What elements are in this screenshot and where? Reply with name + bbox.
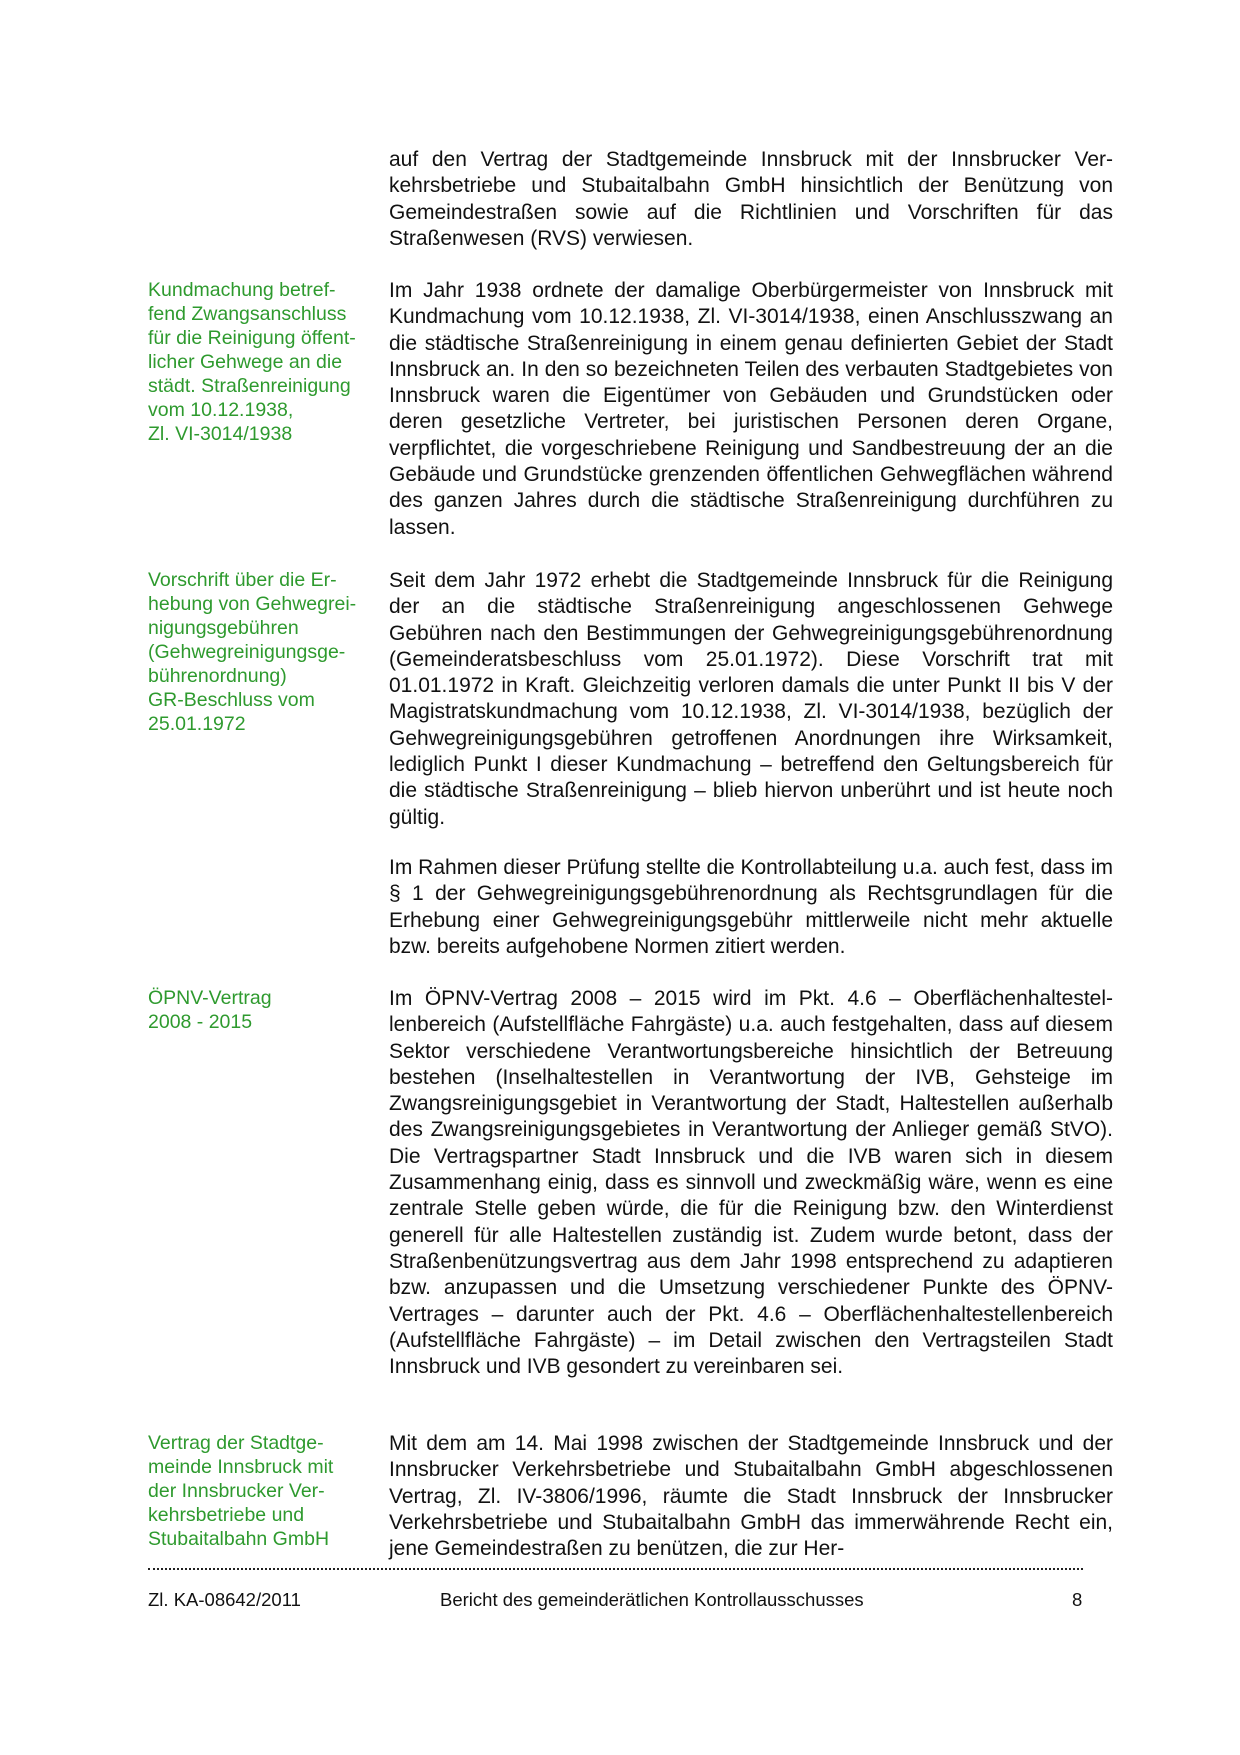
margin-note-oepnv-vertrag: ÖPNV-Vertrag 2008 - 2015 — [148, 987, 272, 1033]
paragraph-oepnv-vertrag: Im ÖPNV-Vertrag 2008 – 2015 wird im Pkt. 4.6 – Oberflächenhaltestellenbereich (Aufstellfläche Fahrgäste) u.a. auch festgehalten, dass auf diesem Sektor verschiedene Verantwortungsbereiche hinsichtlich der Betreuung bestehen (Inselhaltestellen in Verantwortung der IVB, Gehsteige im Zwangsreinigungsgebiet in Verantwortung der Stadt, Haltestellen außerhalb des Zwangsreinigungsgebietes in Verantwortung der Anlieger gemäß StVO). Die Vertragspartner Stadt Innsbruck und die IVB waren sich in diesem Zusammenhang einig, dass es sinnvoll und zweckmäßig wäre, wenn es eine zentrale Stelle geben würde, die für die Reinigung bzw. den Winterdienst generell für alle Haltestellen zuständig ist. Zudem wurde betont, dass der Straßenbenützungsvertrag aus dem Jahr 1998 entsprechend zu adaptieren bzw. anzupassen und die Umsetzung verschiedener Punkte des ÖPNV-Vertrages – darunter auch der Pkt. 4.6 – Oberflächenhaltestellenbereich (Aufstellfläche Fahrgäste) – im Detail zwischen den Vertragsteilen Stadt Innsbruck und IVB gesondert zu vereinbaren sei. — [389, 987, 1113, 1379]
page-number: 8 — [1072, 1589, 1083, 1610]
footer-title: Bericht des gemeinderätlichen Kontrollausschusses — [440, 1589, 864, 1610]
margin-note-strassenbenuetzungsvertrag: Vertrag der Stadtge- meinde Innsbruck mit der Innsbrucker Ver- kehrsbetriebe und Stubaitalbahn GmbH — [148, 1432, 334, 1550]
footer-reference: Zl. KA-08642/2011 — [148, 1589, 301, 1610]
paragraph-vertrag-1998: Mit dem am 14. Mai 1998 zwischen der Stadtgemeinde Innsbruck und der Innsbrucker Verkehrsbetriebe und Stubaitalbahn GmbH abgeschlossenen Vertrag, Zl. IV-3806/1996, räumte die Stadt Innsbruck der Innsbrucker Verkehrsbetriebe und Stubaitalbahn GmbH das immerwährende Recht ein, jene Gemeindestraßen zu benützen, die zur Her- — [389, 1432, 1113, 1561]
margin-note-kundmachung-1938: Kundmachung betref- fend Zwangsanschluss für die Reinigung öffent- licher Gehwege an die städt. Straßenreinigung vom 10.12.1938, Zl. VI-3014/1938 — [148, 279, 356, 445]
paragraph-kundmachung-1938: Im Jahr 1938 ordnete der damalige Oberbürgermeister von Innsbruck mit Kundmachung vom 10.12.1938, Zl. VI-3014/1938, einen Anschlusszwang an die städtische Straßenreinigung in einem genau definierten Gebiet der Stadt Innsbruck an. In den so bezeichneten Teilen des verbauten Stadtgebietes von Innsbruck waren die Eigentümer von Gebäuden und Grundstücken oder deren gesetzliche Vertreter, bei juristischen Personen deren Organe, verpflichtet, die vorgeschriebene Reinigung und Sandbestreuung der an die Gebäude und Grundstücke grenzenden öffentlichen Gehwegflächen während des ganzen Jahres durch die städtische Straßenreinigung durchführen zu lassen. — [389, 279, 1113, 539]
paragraph-pruefung-feststellung: Im Rahmen dieser Prüfung stellte die Kontrollabteilung u.a. auch fest, dass im § 1 der Gehwegreinigungsgebührenordnung als Rechtsgrundlagen für die Erhebung einer Gehwegreinigungsgebühr mittlerweile nicht mehr aktuelle bzw. bereits aufgehobene Normen zitiert werden. — [389, 856, 1113, 958]
margin-note-gebuehrenordnung: Vorschrift über die Er- hebung von Gehwegrei- nigungsgebühren (Gehwegreinigungsge- bührenordnung) GR-Beschluss vom 25.01.1972 — [148, 569, 357, 735]
footer-divider — [148, 1568, 1083, 1570]
paragraph-gebuehrenordnung-1972: Seit dem Jahr 1972 erhebt die Stadtgemeinde Innsbruck für die Reinigung der an die städtische Straßenreinigung angeschlossenen Gehwege Gebühren nach den Bestimmungen der Gehwegreinigungsgebührenordnung (Gemeinderatsbeschluss vom 25.01.1972). Diese Vorschrift trat mit 01.01.1972 in Kraft. Gleichzeitig verloren damals die unter Punkt II bis V der Magistratskundmachung vom 10.12.1938, Zl. VI-3014/1938, bezüglich der Gehwegreinigungsgebühren getroffenen Anordnungen ihre Wirksamkeit, lediglich Punkt I dieser Kundmachung – betreffend den Geltungsbereich für die städtische Straßenreinigung – blieb hiervon unberührt und ist heute noch gültig. — [389, 569, 1113, 829]
paragraph-rvs-reference: auf den Vertrag der Stadtgemeinde Innsbruck mit der Innsbrucker Verkehrsbetriebe und Stubaitalbahn GmbH hinsichtlich der Benützung von Gemeindestraßen sowie auf die Richtlinien und Vorschriften für das Straßenwesen (RVS) verwiesen. — [389, 148, 1113, 250]
